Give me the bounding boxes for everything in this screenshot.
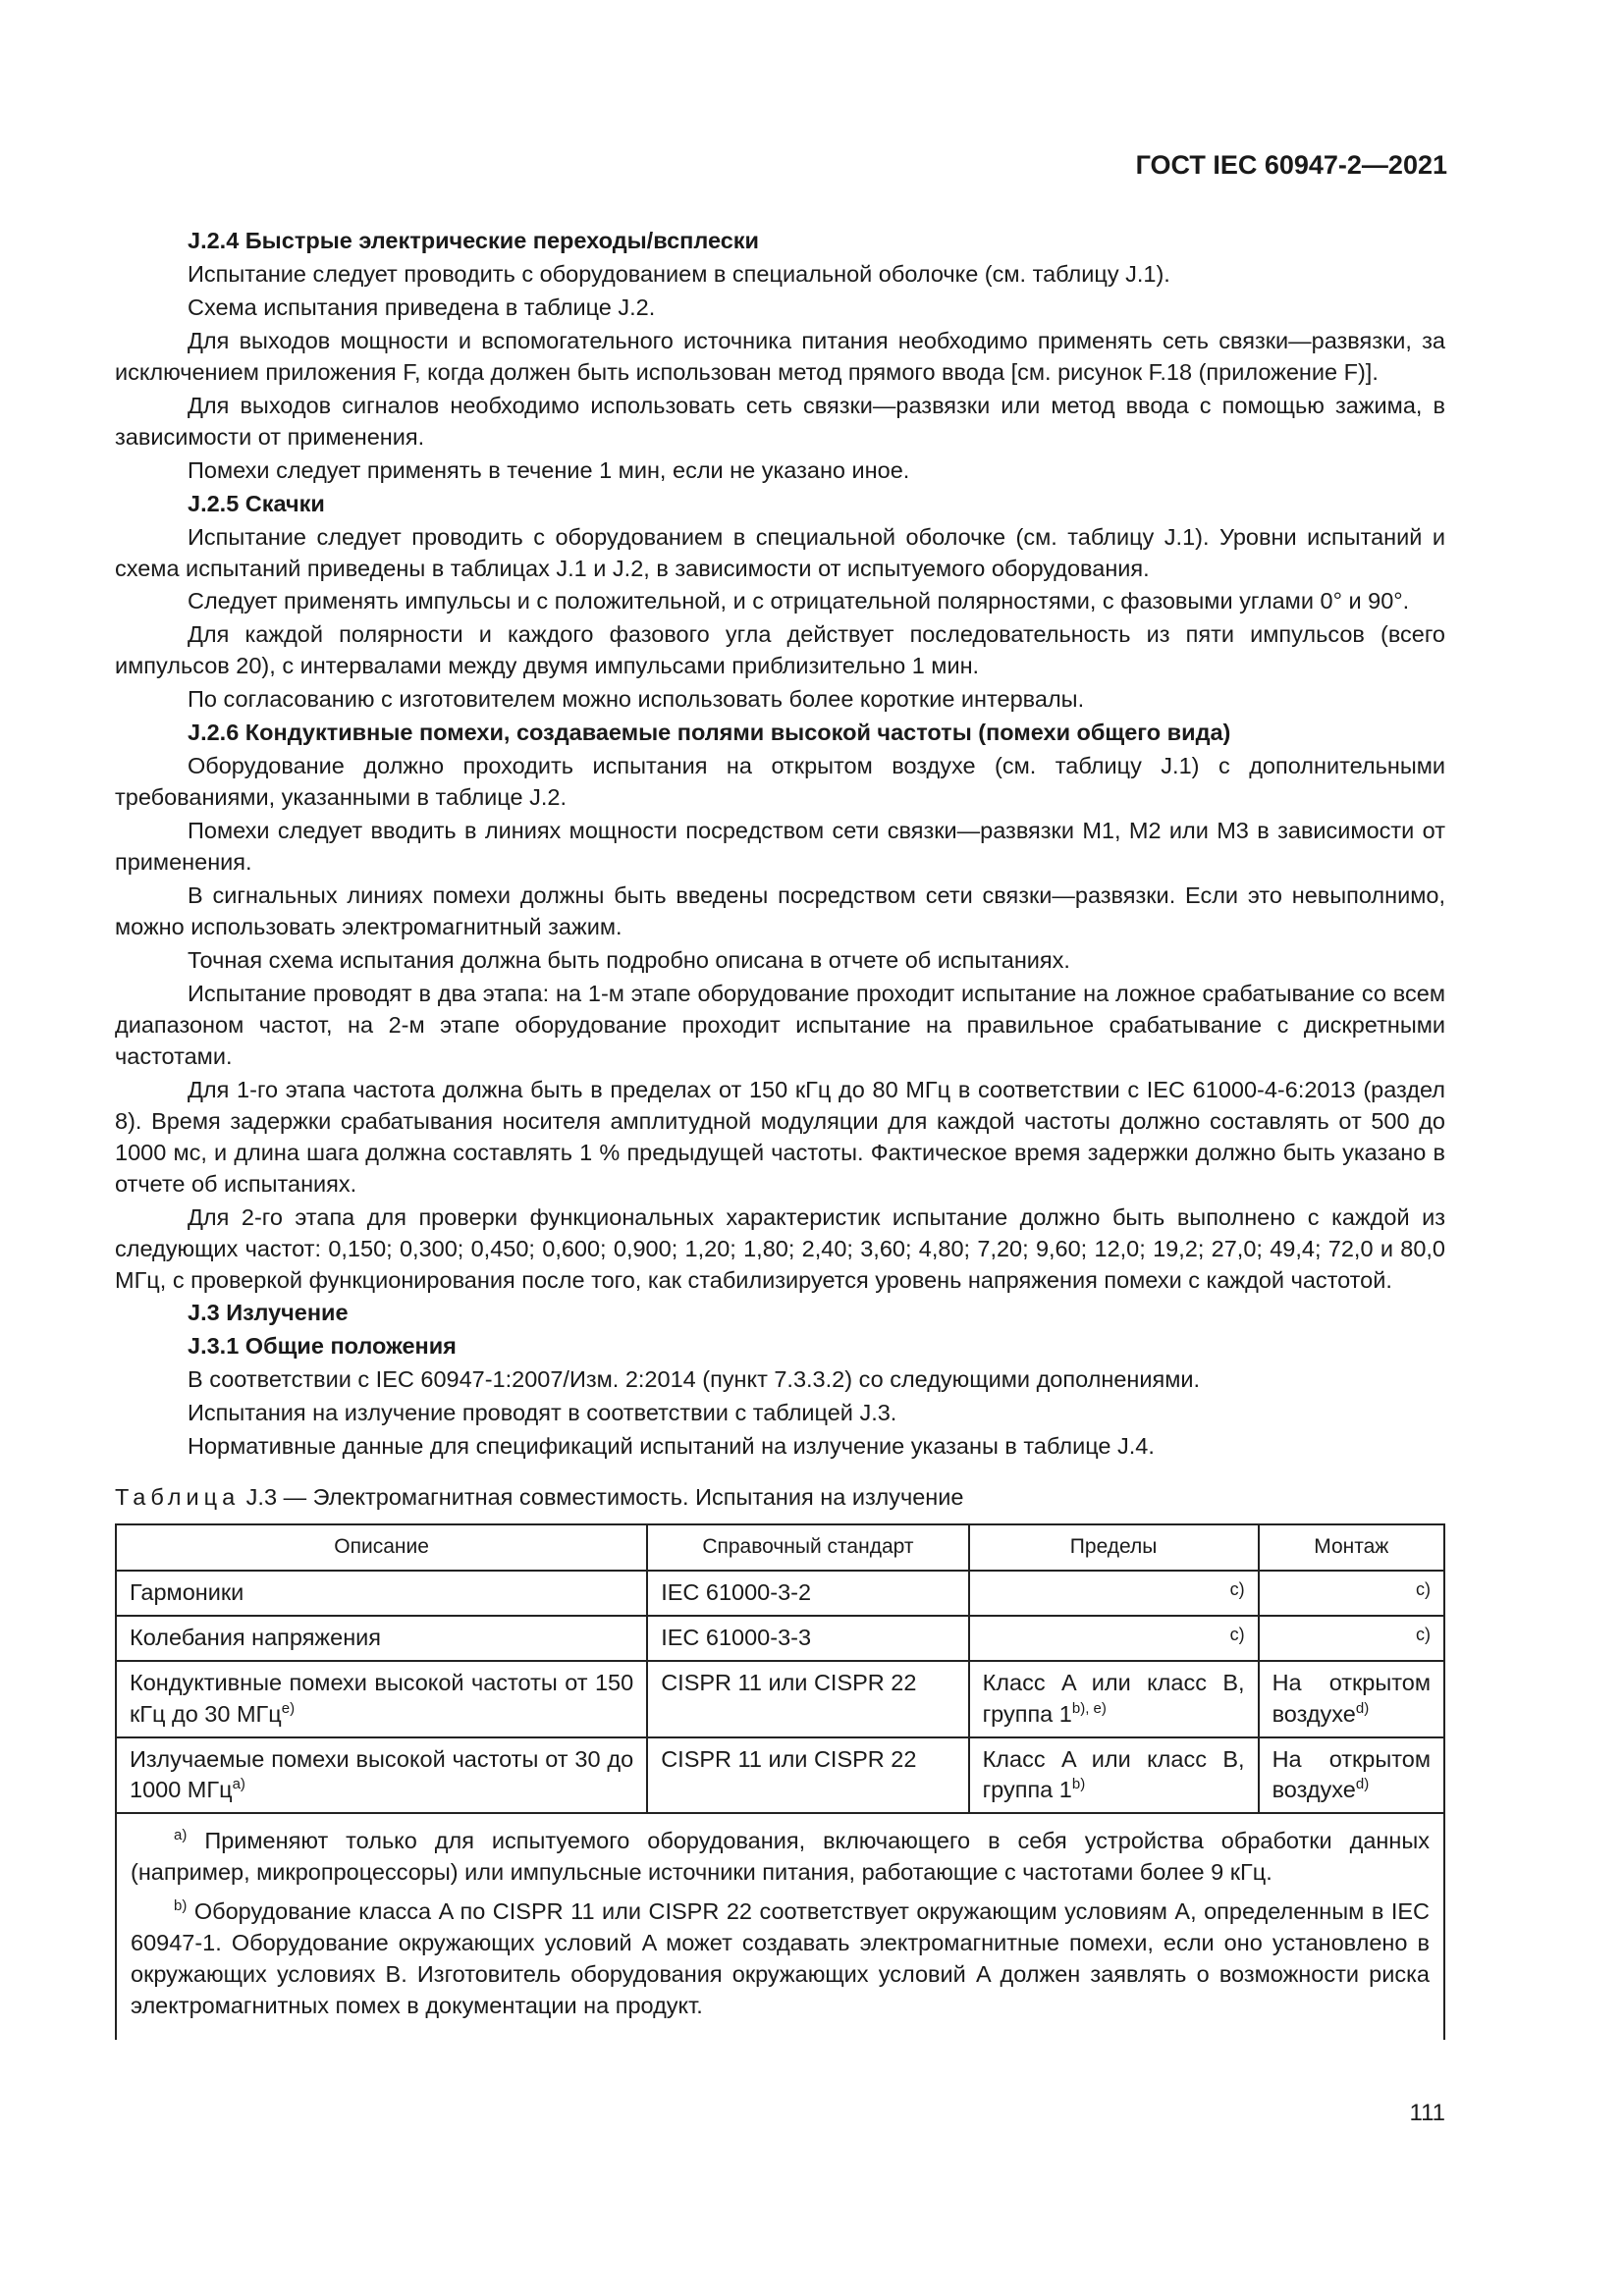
- paragraph: Для каждой полярности и каждого фазового угла действует последовательность из пяти импульсов (всего импульсов 20), с интервалами между двумя импульсами приблизительно 1 мин.: [115, 621, 1445, 679]
- table-row: [116, 1661, 1444, 1737]
- column-header: Пределы: [969, 1524, 1259, 1571]
- column-header: Справочный стандарт: [647, 1524, 968, 1571]
- cell-mounting: c): [1259, 1571, 1444, 1616]
- paragraph: Помехи следует вводить в линиях мощности посредством сети связки—развязки M1, M2 или M3 в зависимости от применения.: [115, 818, 1445, 876]
- paragraph: Схема испытания приведена в таблице J.2.: [188, 294, 656, 320]
- cell-description: Кондуктивные помехи высокой частоты от 150 кГц до 30 МГц$^{e)}$: [116, 1661, 647, 1737]
- cell-limits: c): [969, 1571, 1259, 1616]
- emission-table: [115, 1523, 1445, 2040]
- paragraph: Испытание следует проводить с оборудованием в специальной оболочке (см. таблицу J.1).: [188, 260, 1170, 287]
- paragraph: Для 1-го этапа частота должна быть в пределах от 150 кГц до 80 МГц в соответствии с IEC 61000-4-6:2013 (раздел 8). Время задержки срабатывания носителя амплитудной модуляции для каждой частоты должно составлять от 500 до 1000 мс, и длина шага должна составлять 1 % предыдущей частоты. Фактическое время задержки должно быть указано в отчете об испытаниях.: [115, 1076, 1445, 1197]
- table-header-row: [116, 1524, 1444, 1571]
- section-heading-j31: J.3.1 Общие положения: [188, 1333, 457, 1360]
- table-notes-row: [116, 1813, 1444, 2040]
- paragraph: Для выходов сигналов необходимо использовать сеть связки—развязки или метод ввода с помощью зажима, в зависимости от применения.: [115, 392, 1445, 450]
- cell-mounting: c): [1259, 1616, 1444, 1661]
- paragraph: Испытание следует проводить с оборудованием в специальной оболочке (см. таблицу J.1). Уровни испытаний и схема испытаний приведены в таблицах J.1 и J.2, в зависимости от испытуемого оборудования.: [115, 523, 1445, 581]
- cell-standard: CISPR 11 или CISPR 22: [647, 1661, 968, 1737]
- section-heading-j3: J.3 Излучение: [188, 1300, 349, 1326]
- cell-limits: Класс A или класс B, группа $1^{b), e)}$: [969, 1661, 1259, 1737]
- table-notes: [116, 1813, 1444, 2040]
- section-heading-j24: J.2.4 Быстрые электрические переходы/всплески: [188, 228, 759, 253]
- section-heading-j25: J.2.5 Скачки: [188, 490, 325, 516]
- paragraph: По согласованию с изготовителем можно использовать более короткие интервалы.: [188, 686, 1085, 713]
- cell-limits: Класс A или класс B, группа 1$^{b)}$: [969, 1737, 1259, 1814]
- paragraph: Помехи следует применять в течение 1 мин, если не указано иное.: [188, 456, 910, 483]
- column-header: Монтаж: [1259, 1524, 1444, 1571]
- table-caption-label: Таблица: [115, 1484, 241, 1511]
- cell-description: Колебания напряжения: [116, 1616, 647, 1661]
- cell-mounting: На открытом воздухе$^{d)}$: [1259, 1661, 1444, 1737]
- paragraph: Нормативные данные для спецификаций испытаний на излучение указаны в таблице J.4.: [188, 1433, 1155, 1460]
- cell-standard: IEC 61000-3-3: [647, 1616, 968, 1661]
- table-note: $^{b)}$ Оборудование класса A по CISPR 11 или CISPR 22 соответствует окружающим условиям A, определенным в IEC 60947-1. Оборудование окружающих условий A может создавать электромагнитные помехи, если оно установлено в окружающих условиях B. Изготовитель оборудования окружающих условий A должен заявлять о возможности риска электромагнитных помех в документации на продукт.: [131, 1897, 1430, 2019]
- paragraph: Для выходов мощности и вспомогательного источника питания необходимо применять сеть связки—развязки, за исключением приложения F, когда должен быть использован метод прямого ввода [см. рисунок F.18 (приложение F)].: [115, 327, 1445, 385]
- paragraph: Испытания на излучение проводят в соответствии с таблицей J.3.: [188, 1400, 897, 1426]
- page-content: [115, 226, 1445, 2040]
- cell-limits: c): [969, 1616, 1259, 1661]
- paragraph: В соответствии с IEC 60947-1:2007/Изм. 2:2014 (пункт 7.3.3.2) со следующими дополнениями.: [188, 1366, 1201, 1393]
- column-header: Описание: [116, 1524, 647, 1571]
- cell-mounting: На открытом воздухе$^{d)}$: [1259, 1737, 1444, 1814]
- table-note: $^{a)}$ Применяют только для испытуемого оборудования, включающего в себя устройства обработки данных (например, микропроцессоры) или импульсные источники питания, работающие с частотами более 9 кГц.: [131, 1827, 1430, 1886]
- paragraph: Испытание проводят в два этапа: на 1-м этапе оборудование проходит испытание на ложное срабатывание со всем диапазоном частот, на 2-м этапе оборудование проходит испытание на правильное срабатывание с дискретными частотами.: [115, 980, 1445, 1069]
- cell-description: Излучаемые помехи высокой частоты от 30 до 1000 МГц$^{a)}$: [116, 1737, 647, 1814]
- cell-standard: CISPR 11 или CISPR 22: [647, 1737, 968, 1814]
- paragraph: Следует применять импульсы и с положительной, и с отрицательной полярностями, с фазовыми углами 0° и 90°.: [188, 588, 1410, 614]
- paragraph: Точная схема испытания должна быть подробно описана в отчете об испытаниях.: [188, 946, 1070, 973]
- table-row: [116, 1571, 1444, 1616]
- section-heading-j26: J.2.6 Кондуктивные помехи, создаваемые полями высокой частоты (помехи общего вида): [188, 720, 1231, 746]
- cell-description: Гармоники: [116, 1571, 647, 1616]
- page-number: 111: [1409, 2100, 1445, 2126]
- paragraph: Для 2-го этапа для проверки функциональных характеристик испытание должно быть выполнено с каждой из следующих частот: 0,150; 0,300; 0,450; 0,600; 0,900; 1,20; 1,80; 2,40; 3,60; 4,80; 7,20; 9,60; 12,0; 19,2; 27,0; 49,4; 72,0 и 80,0 МГц, с проверкой функционирования после того, как стабилизируется уровень напряжения помехи с каждой частотой.: [115, 1203, 1445, 1293]
- paragraph: Оборудование должно проходить испытания на открытом воздухе (см. таблицу J.1) с дополнительными требованиями, указанными в таблице J.2.: [115, 753, 1445, 811]
- paragraph: В сигнальных линиях помехи должны быть введены посредством сети связки—развязки. Если это невыполнимо, можно использовать электромагнитный зажим.: [115, 882, 1445, 940]
- table-caption-text: J.3 — Электромагнитная совместимость. Испытания на излучение: [240, 1484, 964, 1511]
- table-row: [116, 1737, 1444, 1814]
- cell-standard: IEC 61000-3-2: [647, 1571, 968, 1616]
- table-caption: [115, 1482, 1445, 1514]
- document-header: ГОСТ IEC 60947-2—2021: [1135, 150, 1447, 180]
- table-row: [116, 1616, 1444, 1661]
